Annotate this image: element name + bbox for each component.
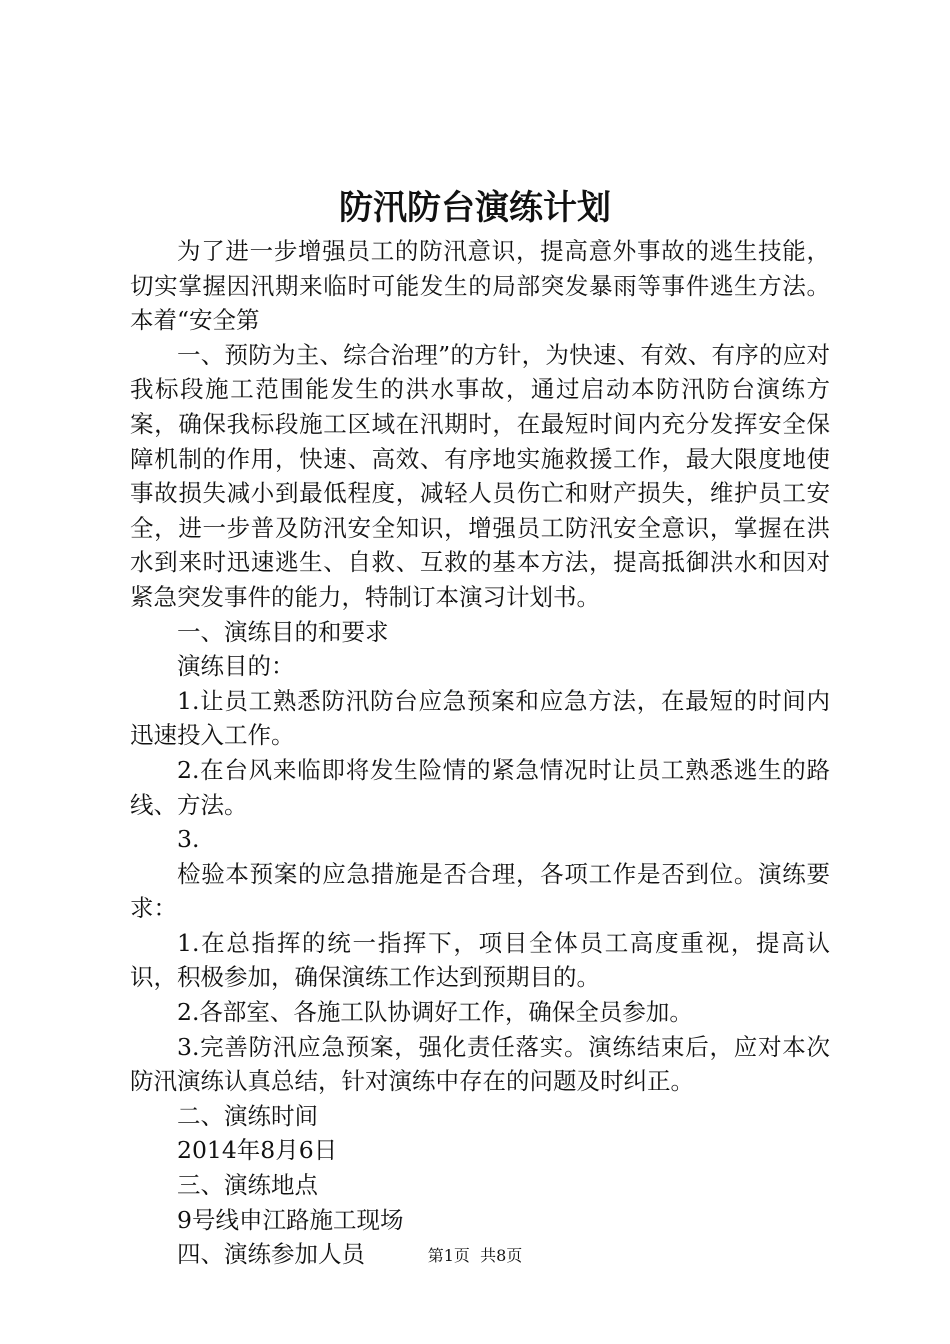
document-title: 防汛防台演练计划 <box>339 188 611 228</box>
list-item: 3. <box>177 825 200 854</box>
paragraph: 9号线申江路施工现场 <box>177 1205 404 1234</box>
paragraph: 检验本预案的应急措施是否合理，各项工作是否到位。演练要求： <box>130 859 830 923</box>
list-item: 1.在总指挥的统一指挥下，项目全体员工高度重视，提高认识，积极参加，确保演练工作达到预期目的。 <box>130 928 830 992</box>
list-item: 3.完善防汛应急预案，强化责任落实。演练结束后，应对本次防汛演练认真总结，针对演练中存在的问题及时纠正。 <box>130 1032 830 1096</box>
list-item: 2.在台风来临即将发生险情的紧急情况时让员工熟悉逃生的路线、方法。 <box>130 755 830 819</box>
section-heading: 三、演练地点 <box>177 1171 318 1200</box>
section-heading: 二、演练时间 <box>177 1101 318 1130</box>
list-item: 1.让员工熟悉防汛防台应急预案和应急方法，在最短的时间内迅速投入工作。 <box>130 686 830 750</box>
list-item: 2.各部室、各施工队协调好工作，确保全员参加。 <box>177 998 693 1027</box>
page-total: 共8页 <box>480 1246 523 1265</box>
page-footer <box>0 1244 950 1268</box>
document-body <box>130 234 830 1272</box>
paragraph: 2014年8月6日 <box>177 1136 338 1165</box>
paragraph: 为了进一步增强员工的防汛意识，提高意外事故的逃生技能，切实掌握因汛期来临时可能发生的局部突发暴雨等事件逃生方法。本着“安全第 <box>130 237 830 335</box>
section-heading: 四、演练参加人员 <box>177 1240 365 1269</box>
paragraph: 一、预防为主、综合治理”的方针，为快速、有效、有序的应对我标段施工范围能发生的洪水事故，通过启动本防汛防台演练方案，确保我标段施工区域在汛期时，在最短时间内充分发挥安全保障机制的作用，快速、高效、有序地实施救援工作，最大限度地使事故损失减小到最低程度，减轻人员伤亡和财产损失，维护员工安全，进一步普及防汛安全知识，增强员工防汛安全意识，掌握在洪水到来时迅速逃生、自救、互救的基本方法，提高抵御洪水和因对紧急突发事件的能力，特制订本演习计划书。 <box>130 340 830 611</box>
subheading: 演练目的： <box>177 652 295 681</box>
page-number: 第1页 <box>427 1246 470 1265</box>
section-heading: 一、演练目的和要求 <box>177 617 389 646</box>
